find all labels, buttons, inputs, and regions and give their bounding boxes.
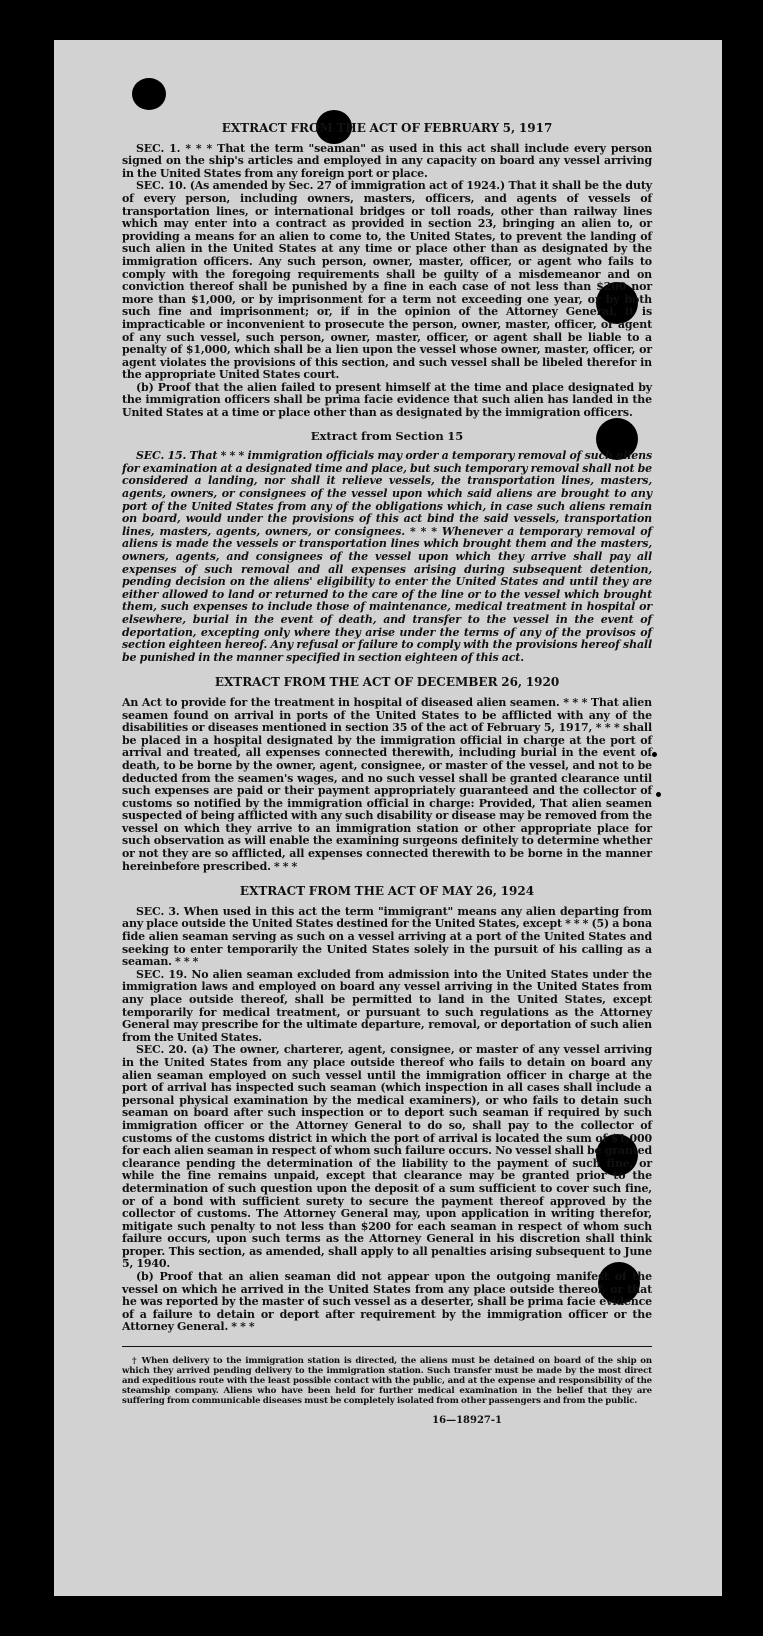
document-page	[54, 40, 722, 1596]
paragraph-sec-3: SEC. 3. When used in this act the term "immigrant" means any alien departing from any place outside the United States destined for the United States, except * * * (5) a bona fide alien seaman serving as such on a vessel arriving at a port of the United States and seeking to enter temporarily the United States solely in the pursuit of his calling as a seaman. * * *	[122, 904, 652, 969]
footnote-divider	[122, 1346, 652, 1347]
ink-mark	[652, 752, 657, 757]
paragraph-sec-10: SEC. 10. (As amended by Sec. 27 of immigration act of 1924.) That it shall be the duty of every person, including owners, masters, officers, and agents of vessels of transportation lines, or international bridges or toll roads, other than railway lines which may enter into a contract as provided in section 23, bringing an alien to, or providing a means for an alien to come to, the United States, to prevent the landing of such alien in the United States at any time or place other than as designated by the immigration officers. Any such person, owner, master, officer, or agent who fails to comply with the foregoing requirements shall be guilty of a misdemeanor and on conviction thereof shall be punished by a fine in each case of not less than $200 nor more than $1,000, or by imprisonment for a term not exceeding one year, or by both such fine and imprisonment; or, if in the opinion of the Attorney General, it is impracticable or inconvenient to prosecute the person, owner, master, officer, or agent of any such vessel, such person, owner, master, officer, or agent shall be liable to a penalty of $1,000, which shall be a lien upon the vessel whose owner, master, officer, or agent violates the provisions of this section, and such vessel shall be libeled therefor in the appropriate United States court.	[122, 179, 652, 382]
paragraph-sec-10b: (b) Proof that the alien failed to present himself at the time and place designated by the immigration officers shall be prima facie evidence that such alien has landed in the United States at a time or place other than as designated by the immigration officers.	[122, 380, 652, 420]
paragraph-sec-20: SEC. 20. (a) The owner, charterer, agent, consignee, or master of any vessel arriving in the United States from any place outside thereof who fails to detain on board any alien seaman employed on such vessel until the immigration officer in charge at the port of arrival has inspected such seaman (which inspection in all cases shall include a personal physical examination by the medical examiners), or who fails to detain such seaman on board after such inspection or to deport such seaman if required by such immigration officer or the Attorney General to do so, shall pay to the collector of customs of the customs district in which the port of arrival is located the sum of $1,000 for each alien seaman in respect of whom such failure occurs. No vessel shall be granted clearance pending the determination of the liability to the payment of such fine, or while the fine remains unpaid, except that clearance may be granted prior to the determination of such question upon the deposit of a sum sufficient to cover such fine, or of a bond with sufficient surety to secure the payment thereof approved by the collector of customs. The Attorney General may, upon application in writing therefor, mitigate such penalty to not less than $200 for each seaman in respect of whom such failure occurs, upon such terms as the Attorney General in his discretion shall think proper. This section, as amended, shall apply to all penalties arising subsequent to June 5, 1940.	[122, 1043, 652, 1271]
paragraph-sec-1: SEC. 1. * * * That the term "seaman" as used in this act shall include every person signed on the ship's articles and employed in any capacity on board any vessel arriving in the United States from any foreign port or place.	[122, 141, 652, 180]
paragraph-sec-20b: (b) Proof that an alien seaman did not appear upon the outgoing manifest of the vessel on which he arrived in the United States from any place outside thereof, or that he was reported by the master of such vessel as a deserter, shall be prima facie evidence of a failure to detain or deport after requirement by the immigration officer or the Attorney General. * * *	[122, 1270, 652, 1334]
paragraph-sec-15: SEC. 15. That * * * immigration officials may order a temporary removal of such aliens for examination at a designated time and place, but such temporary removal shall not be considered a landing, nor shall it relieve vessels, the transportation lines, masters, agents, owners, or consignees of the vessel upon which said aliens are brought to any port of the United States from any of the obligations which, in case such aliens remain on board, would under the provisions of this act bind the said vessels, transportation lines, masters, agents, owners, or consignees. * * * Whenever a temporary removal of aliens is made the vessels or transportation lines which brought them and the masters, owners, agents, and consignees of the vessel upon which they arrive shall pay all expenses of such removal and all expenses arising during subsequent detention, pending decision on the aliens' eligibility to enter the United States and until they are either allowed to land or returned to the care of the line or to the vessel which brought them, such expenses to include those of maintenance, medical treatment in hospital or elsewhere, burial in the event of death, and transfer to the vessel in the event of deportation, excepting only where they arise under the terms of any of the provisos of section eighteen hereof. Any refusal or failure to comply with the provisions hereof shall be punished in the manner specified in section eighteen of this act.	[122, 449, 652, 664]
sub-heading: Extract from Section 15	[310, 428, 464, 443]
section-heading: EXTRACT FROM THE ACT OF FEBRUARY 5, 1917	[221, 121, 553, 135]
section-heading: EXTRACT FROM THE ACT OF DECEMBER 26, 1920	[214, 675, 560, 690]
footnote: † When delivery to the immigration station is directed, the aliens must be detained on board of the ship on which they arrived pending delivery to the immigration station. Such transfer must be made by the most direct and expeditious route with the least possible contact with the public, and at the expense and responsibility of the steamship company. Aliens who have been held for further medical examination in the belief that they are suffering from communicable diseases must be completely isolated from other passengers and from the public.	[122, 1355, 652, 1407]
extract-1920-section	[122, 676, 652, 873]
paragraph-act-1920: An Act to provide for the treatment in hospital of diseased alien seamen. * * * That alien seamen found on arrival in ports of the United States to be afflicted with any of the disabilities or diseases mentioned in section 35 of the act of February 5, 1917, * * * shall be placed in a hospital designated by the immigration official in charge at the port of arrival and treated, all expenses connected therewith, including burial in the event of death, to be borne by the owner, agent, consignee, or master of the vessel, and not to be deducted from the seamen's wages, and no such vessel shall be granted clearance until such expenses are paid or their payment appropriately guaranteed and the collector of customs so notified by the immigration official in charge: Provided, That alien seamen suspected of being afflicted with any such disability or disease may be removed from the vessel on which they arrive to an immigration station or other appropriate place for such observation as will enable the examining surgeons definitely to determine whether or not they are so afflicted, all expenses connected therewith to be borne in the manner hereinbefore prescribed. * * *	[122, 695, 652, 873]
document-text-column	[122, 122, 652, 1428]
extract-1924-section	[122, 885, 652, 1334]
extract-1917-section	[122, 122, 652, 664]
section-heading: EXTRACT FROM THE ACT OF MAY 26, 1924	[239, 884, 535, 899]
ink-mark	[656, 792, 661, 797]
punch-hole	[132, 78, 166, 110]
paragraph-sec-19: SEC. 19. No alien seaman excluded from admission into the United States under the immigration laws and employed on board any vessel arriving in the United States from any place outside thereof, shall be permitted to land in the United States, except temporarily for medical treatment, or pursuant to such regulations as the Attorney General may prescribe for the ultimate departure, removal, or deportation of such alien from the United States.	[122, 967, 652, 1044]
print-code: 16—18927-1	[432, 1415, 502, 1427]
